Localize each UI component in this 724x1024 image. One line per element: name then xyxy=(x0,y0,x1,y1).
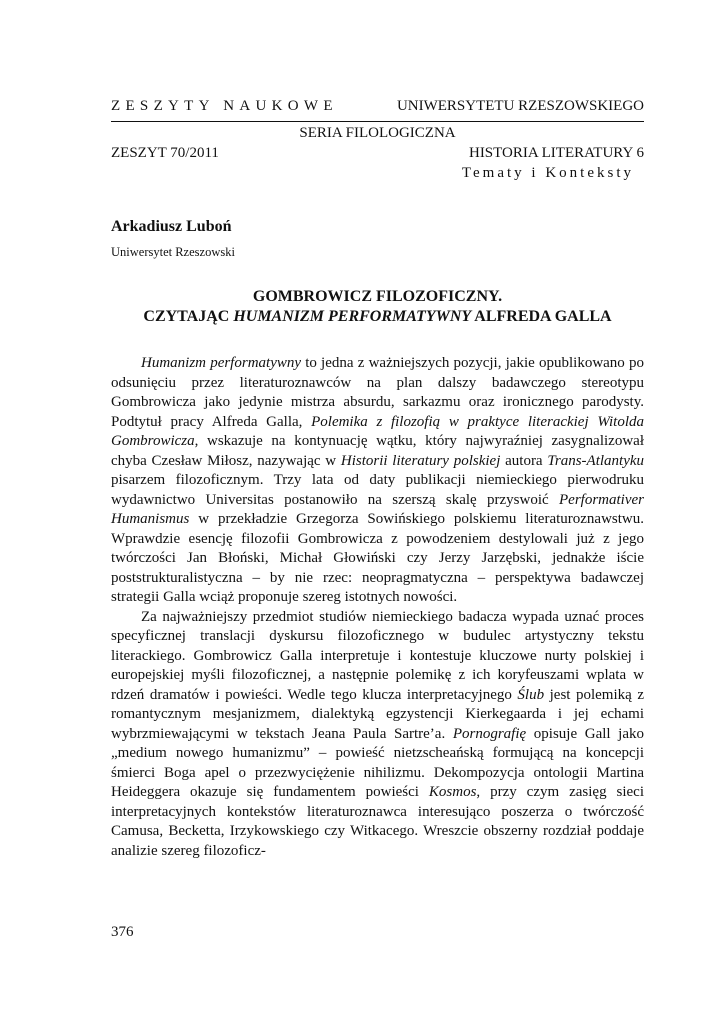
volume-title: HISTORIA LITERATURY 6 xyxy=(468,145,644,161)
title-part-b: ALFREDA GALLA xyxy=(471,308,612,325)
page-number: 376 xyxy=(111,924,134,940)
author-affiliation: Uniwersytet Rzeszowski xyxy=(111,245,235,259)
journal-header xyxy=(111,98,644,115)
text-run: Za najważniejszy przedmiot studiów niemieckiego badacza wypada uznać proces specyficznej translacji dyskursu filozoficznego w budulec artystyczny tekstu literackiego. Gombrowicz Galla interpretuje i kontestuje kluczowe nurty polskiej i europejskiej myśli filozoficznej, a następnie polemikę z ich koryfeuszami wplata w rdzeń dramatów i powieści. Wedle tego klucza interpretacyjnego xyxy=(111,608,644,703)
title-line-2 xyxy=(111,307,644,327)
text-run: jest polemiką z romantycznym mesjanizmem, dialektyką egzystencji Kierkegaarda i jej echami wybrzmiewającymi w tekstach Jeana Paula Sartre’a. xyxy=(111,686,644,742)
italic-title: Performativer Humanismus xyxy=(111,491,644,527)
text-run: pisarzem filozoficznym. Trzy lata od daty publikacji niemieckiego pierwodruku wydawnictwo Universitas postanowiło na szerszą skalę przyswoić xyxy=(111,472,644,508)
article-body xyxy=(111,354,644,861)
title-part-italic: HUMANIZM PERFORMATYWNY xyxy=(233,308,472,325)
volume-subtitle: Tematy i Konteksty xyxy=(461,165,634,181)
text-run: autora xyxy=(500,452,548,469)
text-run: , wskazuje na kontynuację wątku, który najwyraźniej zasygnalizował chyba Czesław Miłosz, nazywając w xyxy=(111,433,644,469)
header-rule xyxy=(111,121,644,122)
body-paragraph xyxy=(111,354,644,608)
title-line-1: GOMBROWICZ FILOZOFICZNY. xyxy=(252,288,503,305)
italic-title: Historii literatury polskiej xyxy=(340,452,501,469)
title-part-a: CZYTAJĄC xyxy=(143,308,234,325)
journal-name-spaced: ZESZYTY NAUKOWE xyxy=(111,98,338,114)
italic-title: Pornografię xyxy=(452,725,527,742)
italic-title: Polemika z filozofią w praktyce literackiej Witolda Gombrowicza xyxy=(111,413,644,449)
text-run: opisuje Gall jako „medium nowego humanizmu” – powieść nietzscheańską formującą na koncepcji śmierci Boga apel o przezwyciężenie nihilizmu. Dekompozycja ontologii Martina Heideggera okazuje się fundamentem powieści xyxy=(111,725,645,800)
author-name: Arkadiusz Luboń xyxy=(111,218,232,235)
italic-title: Ślub xyxy=(517,686,545,703)
italic-title: Humanizm performatywny xyxy=(141,355,302,371)
text-run: , przy czym zasięg sieci interpretacyjnych kontekstów literaturoznawca interesująco poszerza o twórczość Camusa, Becketta, Irzykowskiego czy Witkacego. Wreszcie obszerny rozdział poddaje analizie szereg filozoficz- xyxy=(111,784,644,859)
series-name: SERIA FILOLOGICZNA xyxy=(299,125,456,141)
journal-name-rest: UNIWERSYTETU RZESZOWSKIEGO xyxy=(396,98,644,114)
italic-title: Kosmos xyxy=(428,784,477,800)
article-title xyxy=(111,287,644,327)
text-run: w przekładzie Grzegorza Sowińskiego polskiemu literaturoznawstwu. Wprawdzie esencję filozofii Gombrowicza z powodzeniem destylowali już z jego twórczości Jan Błoński, Michał Głowiński czy Jerzy Jarzębski, jednakże iście poststrukturalistyczna – by nie rzec: neopragmatyczna – perspektywa badawczej strategii Galla wciąż proponuje szereg istotnych nowości. xyxy=(111,511,644,605)
italic-title: Trans-Atlantyku xyxy=(547,452,645,469)
text-run: to jedna z ważniejszych pozycji, jakie opublikowano po odsunięciu przez literaturoznawców na plan dalszy badawczego stereotypu Gombrowicza jako jedynie mistrza absurdu, sarkazmu oraz ironicznego parodysty. Podtytuł pracy Alfreda Galla, xyxy=(111,355,644,430)
issue-number: ZESZYT 70/2011 xyxy=(111,145,219,161)
issue-row xyxy=(111,145,644,162)
body-paragraph xyxy=(111,608,644,862)
